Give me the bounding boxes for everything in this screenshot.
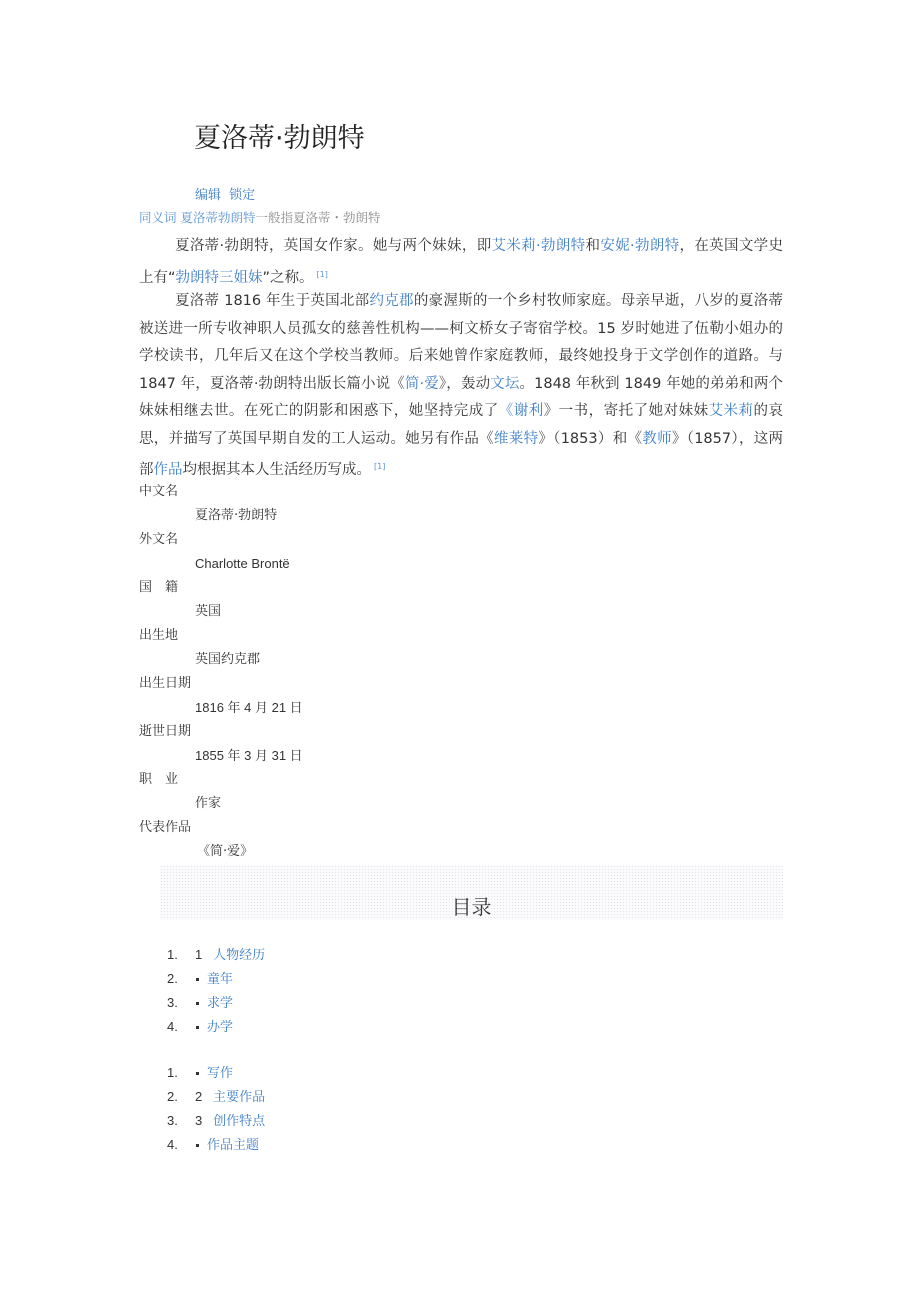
- reference-link[interactable]: [1]: [374, 462, 386, 471]
- text: 》（1857），这两部: [139, 430, 784, 478]
- info-value: Charlotte Brontë: [195, 556, 290, 571]
- emily-link[interactable]: 艾米莉: [708, 403, 754, 419]
- info-label: 逝世日期: [139, 724, 192, 739]
- info-value: 1816 年 4 月 21 日: [195, 700, 303, 715]
- text: 的豪渥斯的一个乡村牧师家庭。母亲早逝，八岁的夏洛蒂被送进一所专收神职人员孤女的慈善性机构——柯文桥女子寄宿学校。15 岁时她进了伍勒小姐办的学校读书，几年后又在这个学校当教师。后来她曾作家庭教师，最终她投身于文学创作的道路。与 1847 年，夏洛蒂·勃朗特出版长篇小说《: [139, 293, 784, 392]
- toc-number: 2.: [167, 1089, 178, 1104]
- edit-link[interactable]: 编辑: [195, 188, 222, 203]
- info-row-death-date: [139, 720, 303, 768]
- toc-link[interactable]: 童年: [207, 972, 234, 987]
- toc-link[interactable]: 作品主题: [207, 1138, 260, 1153]
- works-link[interactable]: 作品: [153, 462, 183, 478]
- synonym-label[interactable]: 同义词: [139, 210, 177, 225]
- info-label: 代表作品: [139, 820, 192, 835]
- toc-link[interactable]: 主要作品: [213, 1090, 266, 1105]
- synonym-note: [139, 208, 381, 226]
- shirley-link[interactable]: 《谢利: [498, 403, 544, 419]
- lock-link[interactable]: 锁定: [229, 188, 256, 203]
- text: 夏洛蒂·勃朗特，英国女作家。她与两个妹妹，即: [175, 238, 492, 254]
- the-professor-link[interactable]: 教师: [642, 430, 672, 447]
- text: 夏洛蒂 1816 年生于英国北部: [175, 293, 370, 309]
- text: 》一书，寄托了她对妹妹: [543, 403, 709, 419]
- info-label: 职 业: [139, 772, 179, 787]
- info-label: 出生地: [139, 628, 179, 643]
- edit-actions: [195, 184, 259, 203]
- bullet-icon: [196, 1026, 199, 1029]
- info-label: 国 籍: [139, 580, 179, 595]
- toc-number: 1.: [167, 947, 178, 962]
- bullet-icon: [196, 978, 199, 981]
- info-row-nationality: [139, 576, 303, 624]
- info-value: 夏洛蒂·勃朗特: [195, 508, 278, 523]
- info-value: 1855 年 3 月 31 日: [195, 748, 303, 763]
- info-row-chinese-name: [139, 480, 303, 528]
- reference-link[interactable]: [1]: [316, 269, 328, 279]
- info-row-birth-date: [139, 672, 303, 720]
- toc-section-number: 1: [195, 947, 203, 962]
- info-value: 《简·爱》: [197, 844, 254, 859]
- toc-link[interactable]: 创作特点: [213, 1114, 266, 1129]
- text: 。1848 年秋到 1849 年她的弟弟和两个妹妹相继去世。在死亡的阴影和困惑下，她坚持完成了: [139, 375, 784, 419]
- info-value: 英国: [195, 604, 222, 619]
- toc-list: [167, 1061, 265, 1157]
- toc-section-number: 3: [195, 1113, 203, 1128]
- info-row-birthplace: [139, 624, 303, 672]
- toc-number: 4.: [167, 1019, 178, 1034]
- yorkshire-link[interactable]: 约克郡: [369, 293, 414, 309]
- text: ，在英国文学史上有“: [139, 238, 784, 286]
- infobox: [139, 480, 303, 864]
- text: 均根据其本人生活经历写成。: [182, 462, 371, 478]
- toc-item[interactable]: [167, 967, 265, 991]
- bronte-sisters-link[interactable]: 勃朗特三姐妹: [175, 269, 263, 286]
- biography-paragraph: [139, 288, 783, 485]
- bullet-icon: [196, 1072, 199, 1075]
- synonym-term-link[interactable]: 夏洛蒂勃朗特: [180, 210, 256, 225]
- toc-item[interactable]: [167, 943, 265, 967]
- toc-number: 3.: [167, 1113, 178, 1128]
- bullet-icon: [196, 1002, 199, 1005]
- info-row-representative-works: [139, 816, 303, 864]
- text: 和: [585, 238, 601, 254]
- toc-section-number: 2: [195, 1089, 203, 1104]
- toc-item[interactable]: [167, 1015, 265, 1039]
- toc-number: 1.: [167, 1065, 178, 1080]
- text: 》（1853）和《: [538, 430, 643, 447]
- toc-number: 2.: [167, 971, 178, 986]
- toc-item[interactable]: [167, 1061, 265, 1085]
- toc-link[interactable]: 人物经历: [213, 948, 266, 963]
- toc-item[interactable]: [167, 1109, 265, 1133]
- toc-item[interactable]: [167, 1133, 265, 1157]
- jane-eyre-link[interactable]: 简·爱: [404, 375, 439, 392]
- text: ”之称。: [262, 269, 314, 286]
- toc-number: 4.: [167, 1137, 178, 1152]
- toc-link[interactable]: 办学: [207, 1020, 234, 1035]
- anne-bronte-link[interactable]: 安妮·勃朗特: [600, 238, 680, 254]
- bullet-icon: [196, 1144, 199, 1147]
- page-title: 夏洛蒂·勃朗特: [194, 123, 365, 154]
- info-label: 中文名: [139, 484, 179, 499]
- text: 》，轰动: [438, 375, 491, 392]
- toc-header: [160, 865, 783, 920]
- info-value: 英国约克郡: [195, 652, 261, 667]
- toc-list: [167, 943, 265, 1039]
- toc-link[interactable]: 求学: [207, 996, 234, 1011]
- info-label: 外文名: [139, 532, 179, 547]
- info-row-occupation: [139, 768, 303, 816]
- info-label: 出生日期: [139, 676, 192, 691]
- text: 的哀思，并描写了英国早期自发的工人运动。她另有作品《: [139, 403, 784, 447]
- toc-item[interactable]: [167, 991, 265, 1015]
- literary-world-link[interactable]: 文坛: [490, 375, 520, 392]
- info-value: 作家: [195, 796, 222, 811]
- toc-link[interactable]: 写作: [207, 1066, 234, 1081]
- villette-link[interactable]: 维莱特: [494, 430, 539, 447]
- info-row-foreign-name: [139, 528, 303, 576]
- toc-item[interactable]: [167, 1085, 265, 1109]
- toc-number: 3.: [167, 995, 178, 1010]
- intro-paragraph: [139, 233, 783, 292]
- emily-bronte-link[interactable]: 艾米莉·勃朗特: [491, 238, 586, 254]
- toc-title: 目录: [451, 895, 492, 919]
- synonym-description: 一般指夏洛蒂・勃朗特: [255, 210, 381, 225]
